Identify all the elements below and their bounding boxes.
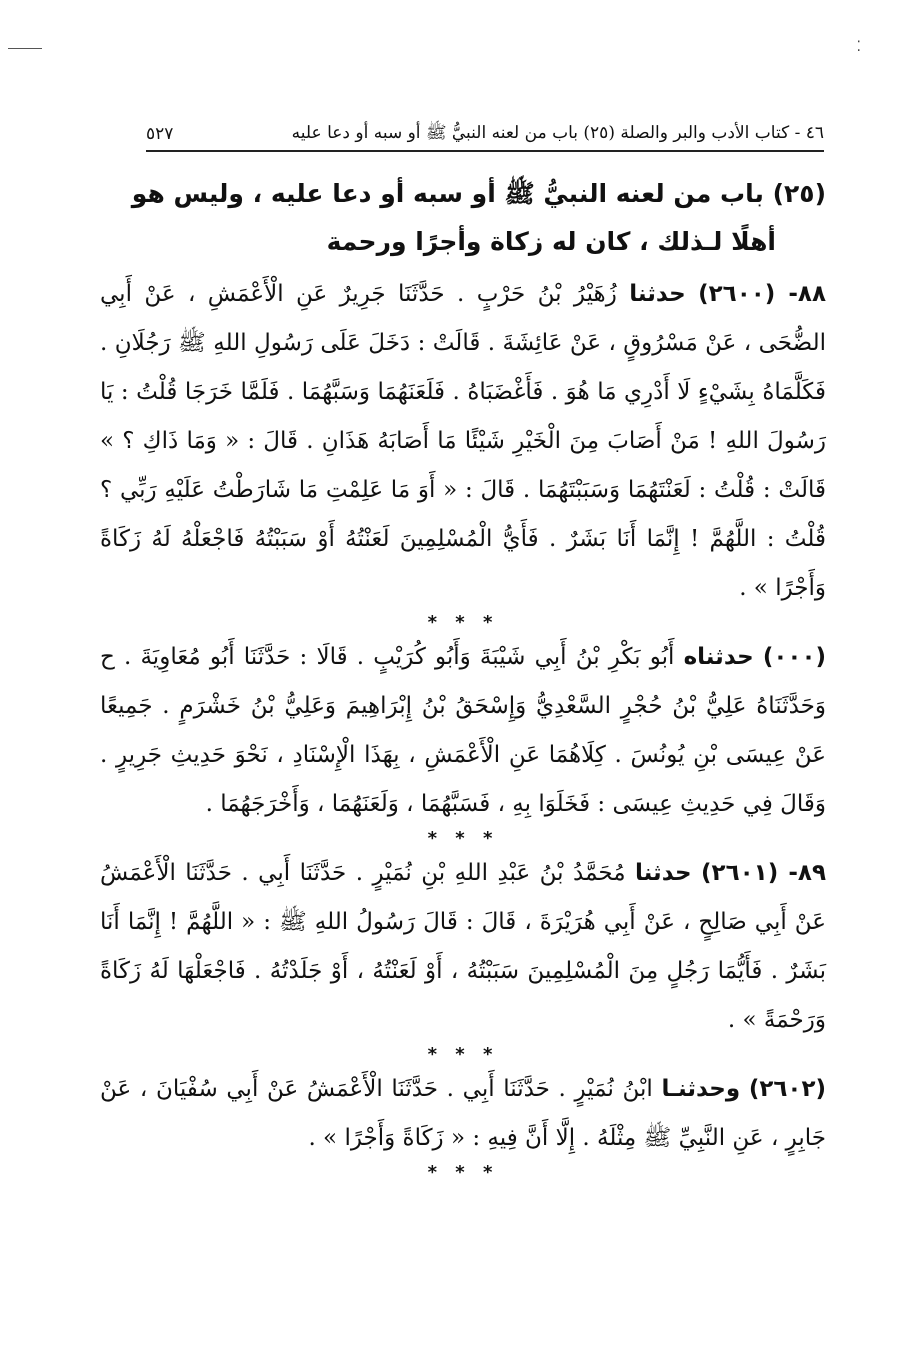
hadith-text: ابْنُ نُمَيْرٍ . حَدَّثَنَا أَبِي . حَدَّثَنَا الْأَعْمَشُ عَنْ أَبِي سُفْيَانَ ، عَنْ جَابِرٍ ، عَنِ النَّبِيِّ ﷺ مِثْلَهُ . إِلَّا أَنَّ فِيهِ : « زَكَاةً وَأَجْرًا » .	[100, 1076, 826, 1151]
running-title: ٤٦ - كتاب الأدب والبر والصلة (٢٥) باب من لعنه النبيُّ ﷺ أو سبه أو دعا عليه	[291, 122, 824, 143]
running-header	[146, 118, 824, 152]
hadith-2602	[100, 1065, 826, 1163]
chapter-title	[100, 170, 826, 266]
hadith-number: (٠٠٠)	[762, 644, 827, 670]
hadith-2601	[100, 849, 826, 1045]
page-body	[100, 170, 826, 1183]
hadith-2600	[100, 270, 826, 613]
chapter-title-line-2: أهلًا لـذلك ، كان له زكاة وأجرًا ورحمة	[326, 227, 776, 256]
hadith-text: مُحَمَّدُ بْنُ عَبْدِ اللهِ بْنِ نُمَيْرٍ . حَدَّثَنَا أَبِي . حَدَّثَنَا الْأَعْمَشُ عَنْ أَبِي صَالِحٍ ، عَنْ أَبِي هُرَيْرَةَ ، قَالَ : قَالَ رَسُولُ اللهِ ﷺ : « اللَّهُمَّ ! إِنَّمَا أَنَا بَشَرٌ . فَأَيُّمَا رَجُلٍ مِنَ الْمُسْلِمِينَ سَبَبْتُهُ ، أَوْ لَعَنْتُهُ ، أَوْ جَلَدْتُهُ . فَاجْعَلْهَا لَهُ زَكَاةً وَرَحْمَةً » .	[100, 860, 826, 1033]
section-separator: * * *	[427, 828, 499, 849]
page-number: ٥٢٧	[146, 124, 174, 144]
hadith-2600-variant	[100, 633, 826, 829]
section-separator: * * *	[427, 1044, 499, 1065]
hadith-lead-word: حدثنا	[629, 281, 686, 307]
hadith-lead-word: حدثناه	[683, 644, 754, 670]
hadith-text: أَبُو بَكْرِ بْنُ أَبِي شَيْبَةَ وَأَبُو كُرَيْبٍ . قَالَا : حَدَّثَنَا أَبُو مُعَاوِيَةَ . ح وَحَدَّثَنَاهُ عَلِيُّ بْنُ حُجْرٍ السَّعْدِيُّ وَإِسْحَقُ بْنُ إِبْرَاهِيمَ وَعَلِيُّ بْنُ خَشْرَمٍ . جَمِيعًا عَنْ عِيسَى بْنِ يُونُسَ . كِلَاهُمَا عَنِ الْأَعْمَشِ ، بِهَذَا الْإِسْنَادِ ، نَحْوَ حَدِيثِ جَرِيرٍ . وَقَالَ فِي حَدِيثِ عِيسَى : فَخَلَوَا بِهِ ، فَسَبَّهُمَا ، وَلَعَنَهُمَا ، وَأَخْرَجَهُمَا .	[100, 644, 826, 817]
chapter-title-line-1: (٢٥) باب من لعنه النبيُّ ﷺ أو سبه أو دعا عليه ، وليس هو	[131, 179, 826, 208]
hadith-number: ٨٩- (٢٦٠١)	[701, 860, 826, 886]
section-separator: * * *	[427, 612, 499, 633]
scan-edge-dots: ⁚	[856, 39, 861, 55]
hadith-lead-word: حدثنا	[635, 860, 692, 886]
scan-edge-mark	[8, 48, 42, 49]
hadith-text: زُهَيْرُ بْنُ حَرْبٍ . حَدَّثَنَا جَرِيرٌ عَنِ الْأَعْمَشِ ، عَنْ أَبِي الضُّحَى ، عَنْ مَسْرُوقٍ ، عَنْ عَائِشَةَ . قَالَتْ : دَخَلَ عَلَى رَسُولِ اللهِ ﷺ رَجُلَانِ . فَكَلَّمَاهُ بِشَيْءٍ لَا أَدْرِي مَا هُوَ . فَأَغْضَبَاهُ . فَلَعَنَهُمَا وَسَبَّهُمَا . فَلَمَّا خَرَجَا قُلْتُ : يَا رَسُولَ اللهِ ! مَنْ أَصَابَ مِنَ الْخَيْرِ شَيْئًا مَا أَصَابَهُ هَذَانِ . قَالَ : « وَمَا ذَاكِ ؟ » قَالَتْ : قُلْتُ : لَعَنْتَهُمَا وَسَبَبْتَهُمَا . قَالَ : « أَوَ مَا عَلِمْتِ مَا شَارَطْتُ عَلَيْهِ رَبِّي ؟ قُلْتُ : اللَّهُمَّ ! إِنَّمَا أَنَا بَشَرٌ . فَأَيُّ الْمُسْلِمِينَ لَعَنْتُهُ أَوْ سَبَبْتُهُ فَاجْعَلْهُ لَهُ زَكَاةً وَأَجْرًا » .	[100, 281, 826, 601]
hadith-number: ٨٨- (٢٦٠٠)	[698, 281, 826, 307]
hadith-number: (٢٦٠٢)	[748, 1076, 826, 1102]
section-separator: * * *	[427, 1162, 499, 1183]
hadith-lead-word: وحدثنـا	[661, 1076, 741, 1102]
